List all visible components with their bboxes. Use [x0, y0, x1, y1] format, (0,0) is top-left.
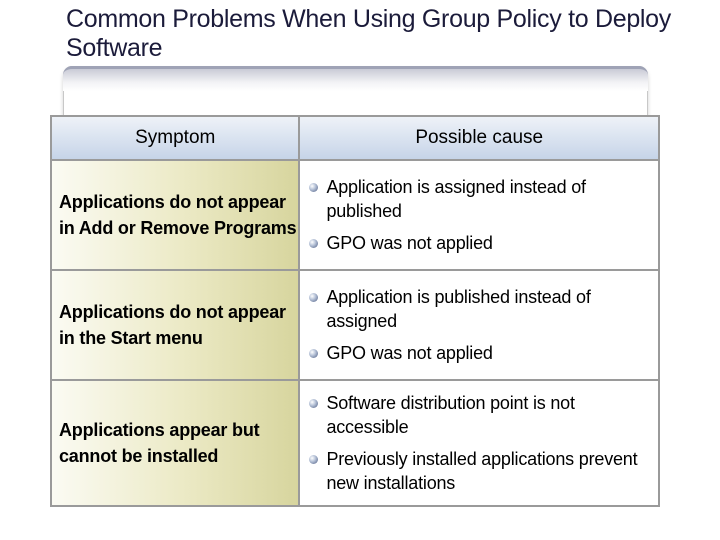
list-item [308, 231, 652, 255]
symptom-text: Applications appear but cannot be installed [59, 420, 260, 466]
list-item [308, 447, 652, 495]
bullet-icon [309, 399, 318, 408]
bullet-icon [309, 183, 318, 192]
cause-list [308, 391, 652, 495]
symptom-cell [51, 380, 299, 506]
panel-top-bar [63, 66, 648, 91]
cause-text: Software distribution point is not accessible [326, 393, 575, 437]
bullet-icon [309, 349, 318, 358]
header-possible-cause: Possible cause [299, 116, 659, 160]
list-item [308, 341, 652, 365]
list-item [308, 391, 652, 439]
symptom-text: Applications do not appear in the Start menu [59, 302, 286, 348]
table-row [51, 160, 659, 270]
cause-text: Previously installed applications prevent new installations [326, 449, 638, 493]
cause-list [308, 175, 652, 255]
list-item [308, 285, 652, 333]
list-item [308, 175, 652, 223]
table-row [51, 380, 659, 506]
bullet-icon [309, 293, 318, 302]
table-row [51, 270, 659, 380]
cause-cell [299, 380, 659, 506]
cause-text: Application is published instead of assigned [326, 287, 591, 331]
problems-table [50, 115, 660, 507]
header-symptom: Symptom [51, 116, 299, 160]
cause-text: GPO was not applied [326, 233, 493, 253]
bullet-icon [309, 455, 318, 464]
cause-list [308, 285, 652, 365]
cause-cell [299, 160, 659, 270]
symptom-cell [51, 270, 299, 380]
cause-cell [299, 270, 659, 380]
cause-text: Application is assigned instead of published [326, 177, 586, 221]
symptom-text: Applications do not appear in Add or Remove Programs [59, 192, 297, 238]
symptom-cell [51, 160, 299, 270]
page-title: Common Problems When Using Group Policy to Deploy Software [66, 5, 671, 62]
bullet-icon [309, 239, 318, 248]
table-header-row [51, 116, 659, 160]
cause-text: GPO was not applied [326, 343, 493, 363]
